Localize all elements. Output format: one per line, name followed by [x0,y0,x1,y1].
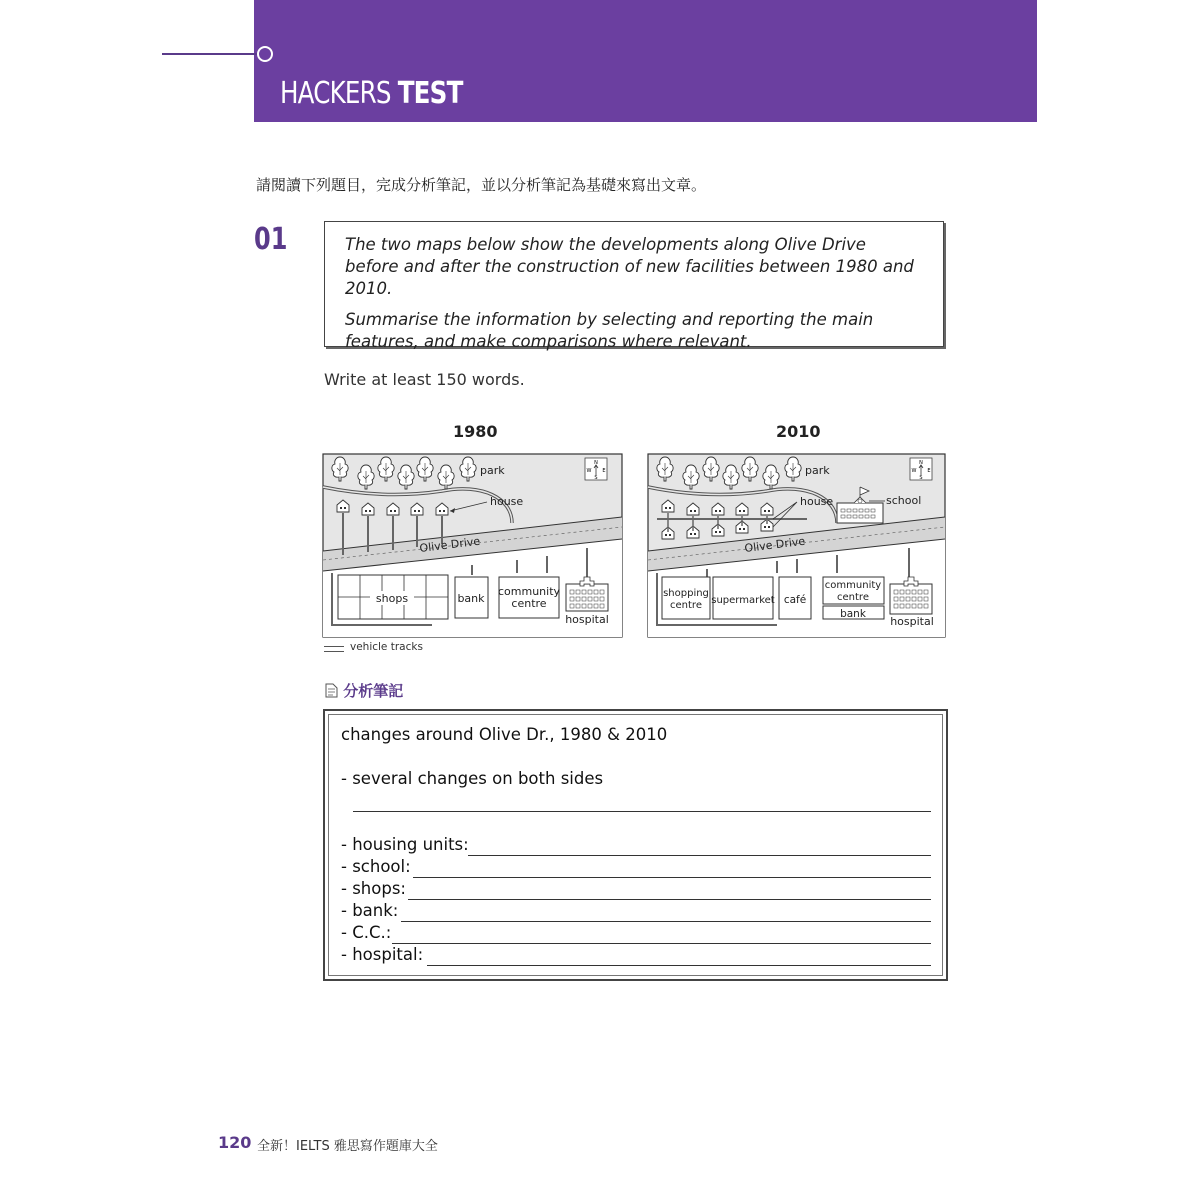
notes-item-hospital: - hospital: [341,945,424,964]
notes-item-cc: - C.C.: [341,923,392,942]
blank-bank[interactable] [401,921,931,922]
compass-e: E [602,468,606,474]
blank-housing[interactable] [468,855,931,856]
notes-header [325,680,403,701]
notes-line-1: - several changes on both sides [341,769,604,788]
notes-header-label: 分析筆記 [343,682,404,700]
shops-label: shops [375,592,409,605]
question-number: 01 [254,222,288,257]
blank-hospital[interactable] [427,965,931,966]
blank-line[interactable] [353,811,931,812]
school-label: school [886,494,922,507]
blank-shops[interactable] [408,899,931,900]
vehicle-tracks-legend-line [324,646,344,652]
word-limit: Write at least 150 words. [324,370,525,389]
compass-s: S [919,475,923,481]
community-label: community [497,585,561,598]
map-1980 [322,453,624,639]
hospital-label: hospital [890,615,934,628]
supermarket-label: supermarket [711,595,775,606]
question-box [324,221,944,351]
blank-school[interactable] [413,877,931,878]
centre-label: centre [511,597,547,610]
park-label: park [480,464,505,477]
centre-label: centre [837,592,869,603]
compass-n: N [919,460,923,466]
instruction-text: 請閱讀下列題目，完成分析筆記，並以分析筆記為基礎來寫出文章。 [256,176,707,194]
bank-label: bank [840,608,866,620]
house-label: house [490,495,524,508]
house-label: house [800,495,834,508]
park-label: park [805,464,830,477]
notes-item-shops: - shops: [341,879,406,898]
notes-item-bank: - bank: [341,901,399,920]
map-1980-title: 1980 [453,422,498,441]
book-title: 全新！IELTS 雅思寫作題庫大全 [257,1139,438,1154]
banner-dot [257,46,273,62]
map-2010-title: 2010 [776,422,821,441]
road-label: Olive Drive [418,534,481,555]
blank-cc[interactable] [392,943,931,944]
notes-item-school: - school: [341,857,411,876]
notes-title: changes around Olive Dr., 1980 & 2010 [341,725,668,744]
hospital-label: hospital [565,613,609,626]
compass-s: S [594,475,598,481]
cafe-label: café [783,594,807,606]
notes-item-housing: - housing units: [341,835,469,854]
question-paragraph-1: The two maps below show the developments along Olive Drive before and after the construction of new facilities between 1980 and 2010. [345,235,914,298]
compass-n: N [594,460,598,466]
document-icon [325,683,338,698]
shopping-label: shopping [663,588,709,599]
compass-w: W [911,468,917,474]
vehicle-tracks-legend: vehicle tracks [350,641,423,653]
community-label: community [824,580,882,591]
banner-line [162,53,258,55]
shopping-centre-label: centre [670,600,702,611]
question-paragraph-2: Summarise the information by selecting and reporting the main features, and make comparisons where relevant. [345,310,874,351]
road-label: Olive Drive [743,534,806,555]
compass-e: E [927,468,931,474]
page-number: 120 [218,1133,252,1152]
compass-w: W [586,468,592,474]
page-title: HACKERS TEST [280,76,463,111]
bank-label: bank [457,592,485,605]
map-2010 [647,453,949,639]
